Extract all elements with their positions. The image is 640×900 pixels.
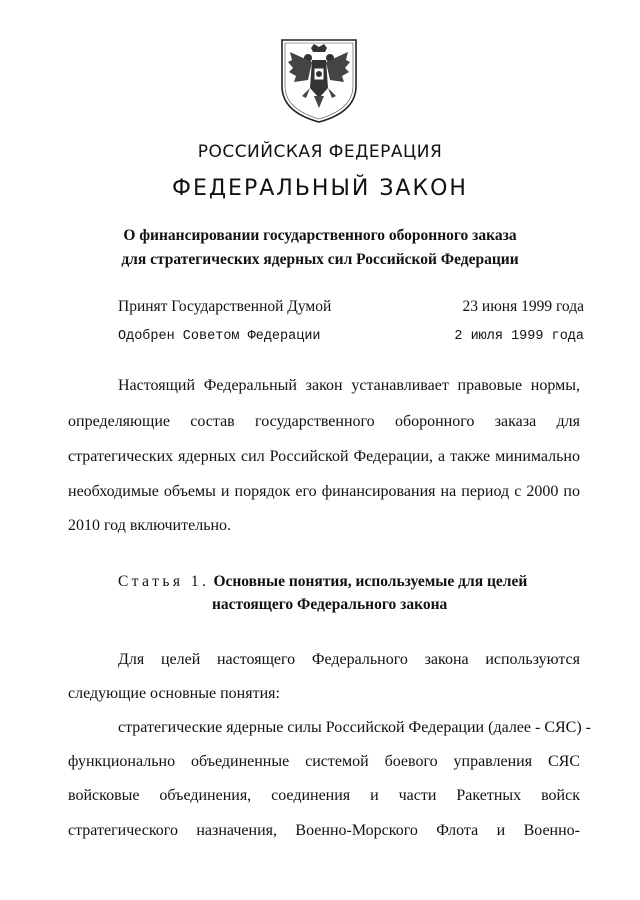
russian-double-headed-eagle-emblem-icon [278, 36, 360, 124]
article-text-line: стратегического назначения, Военно-Морского Флота и Военно- [68, 822, 580, 839]
country-name: РОССИЙСКАЯ ФЕДЕРАЦИЯ [197, 142, 443, 162]
preamble-line: стратегических ядерных сил Российской Федерации, а также минимально [68, 448, 580, 465]
law-title [0, 224, 640, 272]
article-text-line: функционально объединенные системой боевого управления СЯС [68, 753, 580, 770]
preamble-line: 2010 год включительно. [68, 517, 232, 534]
law-title-line: О финансировании государственного оборонного заказа [123, 227, 517, 244]
article-title-line: Основные понятия, используемые для целей [213, 573, 528, 590]
adoption-label: Принят Государственной Думой [118, 298, 332, 315]
preamble-line: Настоящий Федеральный закон устанавливает правовые нормы, [118, 377, 580, 394]
preamble-line: необходимые объемы и порядок его финансирования на период с 2000 по [68, 483, 580, 500]
preamble-line: определяющие состав государственного оборонного заказа для [68, 413, 580, 430]
article-text-line: Для целей настоящего Федерального закона используются [118, 651, 580, 668]
article-text-line: стратегические ядерные силы Российской Федерации (далее - СЯС) - [118, 719, 592, 736]
law-title-line: для стратегических ядерных сил Российской Федерации [121, 251, 519, 268]
adoption-label: Одобрен Советом Федерации [118, 329, 321, 344]
article-title-line: настоящего Федерального закона [212, 596, 448, 613]
law-type: ФЕДЕРАЛЬНЫЙ ЗАКОН [172, 176, 468, 201]
adoption-date: 2 июля 1999 года [454, 329, 584, 344]
article-text-line: войсковые объединения, соединения и части Ракетных войск [68, 787, 580, 804]
article-text-line: следующие основные понятия: [68, 685, 280, 702]
article-heading [118, 573, 527, 591]
article-label: Статья 1. [118, 573, 210, 590]
adoption-date: 23 июня 1999 года [462, 298, 584, 315]
